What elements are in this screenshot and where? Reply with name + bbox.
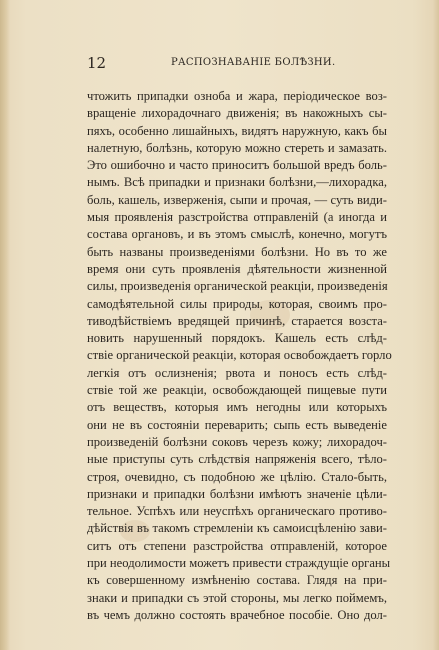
page-header [87,54,379,76]
text-line: быть названы произведеніями болѣзни. Но въ то же [87,244,387,259]
text-line: строя, очевидно, съ подобною же цѣлію. Стало-быть, [87,469,387,484]
text-line: вращеніе лихорадочнаго движенія; въ накожныхъ сы- [87,106,387,121]
text-line: ные приступы суть слѣдствія напряженія всего, тѣло- [87,452,387,467]
text-line: время они суть проявленія дѣятельности жизненной [87,261,387,276]
text-line: боль, кашель, изверженія, сыпи и прочая, — суть види- [87,192,387,207]
text-line: чтожить припадки озноба и жара, періодическое воз- [87,89,387,103]
text-line: легкія отъ ослизненія; рвота и поносъ есть слѣд- [87,365,387,380]
page-number: 12 [87,54,107,72]
text-line: дѣйствія въ такомъ стремленіи къ самоисцѣленію зави- [87,521,387,536]
text-line: новить нарушенный порядокъ. Кашель есть слѣд- [87,331,387,346]
text-line: силы, произведенія органической реакціи, произведенія [87,279,388,294]
text-line: произведеній болѣзни соковъ черезъ кожу; лихорадоч- [87,434,387,449]
text-line: при неодолимости можетъ привести страждущіе органы [87,556,391,571]
text-line: въ чемъ должно состоять врачебное пособіе. Оно дол- [87,607,387,622]
text-line: нымъ. Всѣ припадки и признаки болѣзни,—лихорадка, [87,175,387,190]
text-line: ствіе органической реакціи, которая освобождаетъ горло [87,348,392,363]
text-line: налетную, болѣзнь, которую можно стереть и замазать. [87,140,387,155]
text-line: мыя проявленія разстройства отправленій (а иногда и [87,210,387,225]
text-line: тиводѣйствіемъ вредящей причинѣ, старается возста- [87,313,387,328]
running-head: РАСПОЗНАВАНІЕ БОЛѢЗНИ. [171,57,336,68]
text-line: ствіе той же реакціи, освобождающей пищевые пути [87,383,387,398]
text-line: пяхъ, особенно лишайныхъ, видятъ наружную, какъ бы [87,123,387,138]
text-line: тельное. Успѣхъ или неуспѣхъ органическаго противо- [87,504,387,519]
text-line: ситъ отъ степени разстройства отправленій, которое [87,538,387,553]
page-edge-shadow [433,0,439,650]
page-gutter-shadow [0,0,10,650]
text-line: знаки и припадки съ этой стороны, мы легко поймемъ, [87,590,387,605]
text-line: къ совершенному измѣненію состава. Глядя на при- [87,573,387,588]
text-line: признаки и припадки болѣзни имѣютъ значеніе цѣли- [87,486,387,501]
text-line: отъ веществъ, которыя имъ негодны или которыхъ [87,400,387,415]
text-line: состава органовъ, и въ этомъ смыслѣ, конечно, могутъ [87,227,387,242]
text-line: Это ошибочно и часто приноситъ большой вредъ боль- [87,158,387,173]
text-line: они не въ состояніи переварить; сыпь есть выведеніе [87,417,387,432]
text-line: самодѣятельной силы природы, которая, своимъ про- [87,296,387,311]
page-body-text [87,88,392,624]
